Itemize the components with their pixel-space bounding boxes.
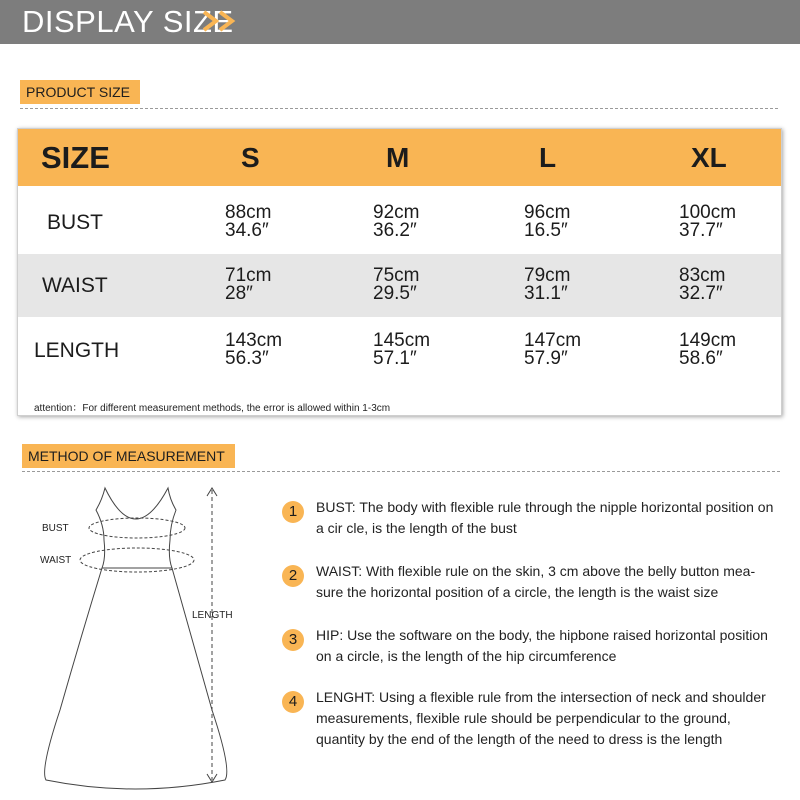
- table-row-length: [18, 319, 781, 382]
- row-label: WAIST: [42, 274, 108, 297]
- step-text: LENGHT: Using a flexible rule from the intersection of neck and shoulder measurements, flexible rule should be perpendicular to the ground, quantity by the end of the length of the need to dress is the length: [316, 689, 766, 747]
- header-size: SIZE: [41, 140, 110, 175]
- cell-m: 145cm 57.1″: [373, 330, 431, 369]
- step-text: WAIST: With flexible rule on the skin, 3 cm above the belly button mea-sure the horizontal position of a circle, the length is the waist size: [316, 563, 756, 600]
- cell-s: 88cm 34.6″: [225, 202, 272, 241]
- header-banner: [0, 0, 800, 44]
- figure-label-waist: WAIST: [40, 555, 72, 566]
- cell-xl: 100cm 37.7″: [679, 202, 737, 241]
- cell-xl: 83cm 32.7″: [679, 265, 726, 304]
- cell-l: 147cm 57.9″: [524, 330, 582, 369]
- double-chevron-right-icon: [202, 10, 246, 32]
- attention-note: attention：For different measurement methods, the error is allowed within 1-3cm: [34, 403, 391, 414]
- header-xl: XL: [691, 142, 727, 173]
- section-divider: [20, 108, 778, 109]
- cell-l: 96cm 16.5″: [524, 202, 571, 241]
- cell-m: 92cm 36.2″: [373, 202, 420, 241]
- step-number-badge: 3: [282, 629, 304, 651]
- header-m: M: [386, 142, 410, 173]
- method-label: METHOD OF MEASUREMENT: [22, 444, 235, 468]
- cell-s: 143cm 56.3″: [225, 330, 283, 369]
- table-row-waist: [18, 254, 781, 317]
- figure-label-bust: BUST: [42, 523, 69, 534]
- figure-label-length: LENGTH: [192, 610, 233, 621]
- row-label: BUST: [47, 211, 104, 234]
- banner-title: DISPLAY SIZE: [22, 4, 234, 39]
- step-text: HIP: Use the software on the body, the hipbone raised horizontal position on a circle, is the length of the hip circumference: [316, 627, 768, 664]
- product-size-label: PRODUCT SIZE: [20, 80, 140, 104]
- cell-s: 71cm 28″: [225, 265, 272, 304]
- section-divider: [22, 471, 780, 472]
- cell-l: 79cm 31.1″: [524, 265, 571, 304]
- dress-measurement-figure: [20, 480, 250, 790]
- step-number-badge: 4: [282, 691, 304, 713]
- header-s: S: [241, 142, 260, 173]
- step-number-badge: 2: [282, 565, 304, 587]
- table-row-bust: [18, 191, 781, 254]
- step-number-badge: 1: [282, 501, 304, 523]
- cell-xl: 149cm 58.6″: [679, 330, 737, 369]
- cell-m: 75cm 29.5″: [373, 265, 420, 304]
- size-table-header: [18, 129, 781, 186]
- row-label: LENGTH: [34, 339, 120, 362]
- size-table: [17, 128, 782, 416]
- header-l: L: [539, 142, 557, 173]
- step-text: BUST: The body with flexible rule through the nipple horizontal position on a cir cle, is the length of the bust: [316, 499, 774, 536]
